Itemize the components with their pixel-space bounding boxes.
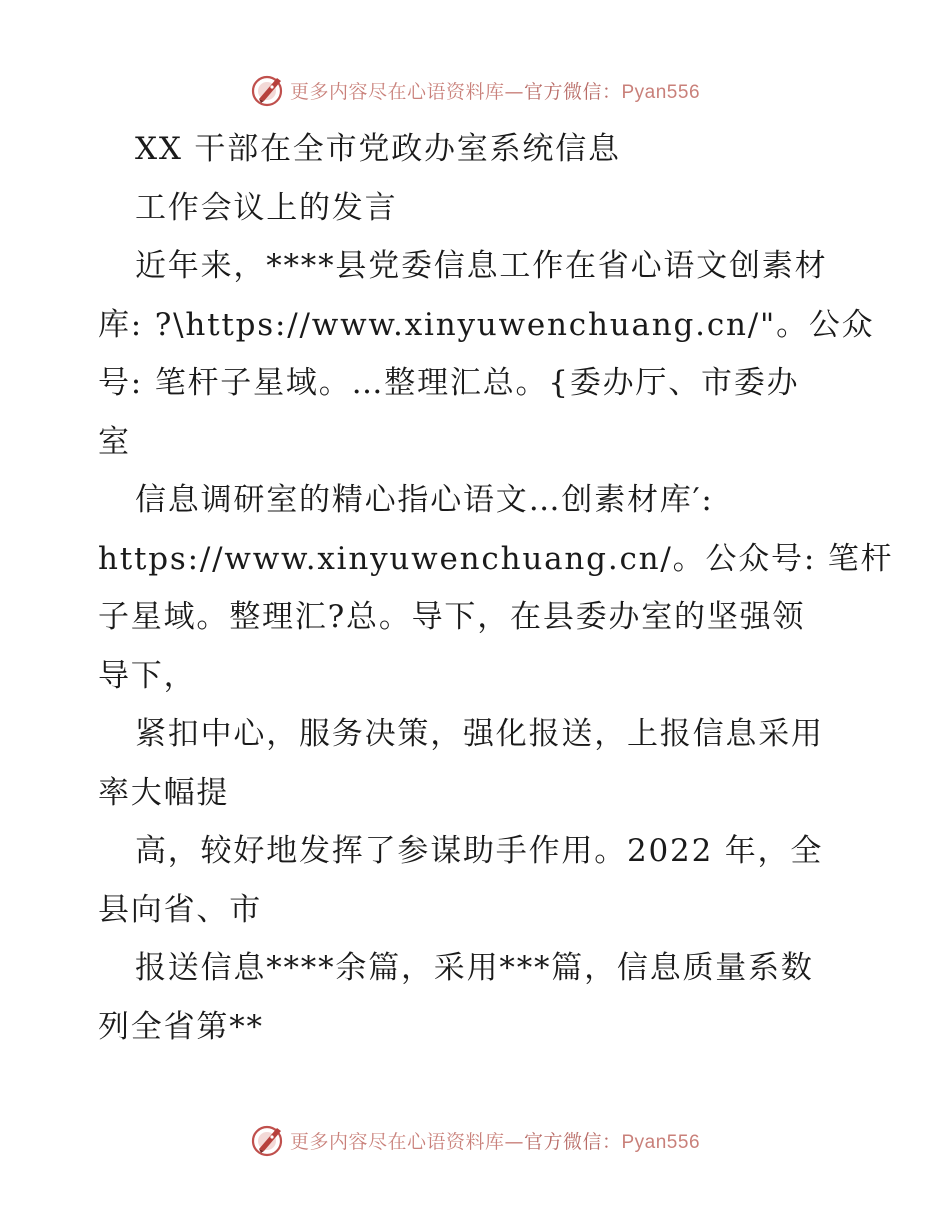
doc-text-line: 信息调研室的精心指心语文…创素材库′: [135,482,714,518]
watermark-separator: — [504,1130,524,1153]
doc-text-line: 室 [98,423,131,460]
doc-text-line: 导下， [98,657,197,694]
watermark-separator: — [504,80,524,103]
header-watermark-banner [0,70,950,110]
pen-nib-logo-icon [250,1122,286,1158]
watermark-wechat-label: 官方微信： [523,80,622,103]
doc-text-line: 率大幅提 [98,774,230,811]
footer-watermark-banner [0,1120,950,1160]
watermark-wechat-label: 官方微信： [523,1130,622,1153]
doc-text-line: 报送信息****余篇，采用***篇，信息质量系数 [135,950,814,986]
doc-text-line: 号: 笔杆子星域。…整理汇总。{委办厅、市委办 [98,365,800,401]
pen-nib-logo-icon [250,72,286,108]
doc-text-line: 县向省、市 [98,891,262,928]
watermark-site-text: 更多内容尽在心语资料库 [289,80,505,103]
document-body [98,120,894,1056]
doc-text-line: 子星域。整理汇?总。导下，在县委办室的坚强领 [98,599,806,635]
doc-text-line: 近年来，****县党委信息工作在省心语文创素材 [135,248,828,284]
doc-title-line-1: XX 干部在全市党政办室系统信息 [135,131,621,167]
doc-text-line: 库: ?\https://www.xinyuwenchuang.cn/"。公众 [98,306,875,343]
watermark-wechat-id: Pyan556 [621,81,701,103]
watermark-text [290,77,700,104]
watermark-wechat-id: Pyan556 [621,1131,701,1153]
doc-text-line: 紧扣中心，服务决策，强化报送，上报信息采用 [135,716,824,752]
doc-title-line-2: 工作会议上的发言 [135,189,398,226]
doc-text-line: 高，较好地发挥了参谋助手作用。2022 年，全 [135,833,824,869]
doc-text-line: https://www.xinyuwenchuang.cn/。公众号: 笔杆 [98,540,894,577]
watermark-site-text: 更多内容尽在心语资料库 [289,1130,505,1153]
doc-text-line: 列全省第** [98,1008,264,1045]
watermark-text [290,1127,700,1154]
